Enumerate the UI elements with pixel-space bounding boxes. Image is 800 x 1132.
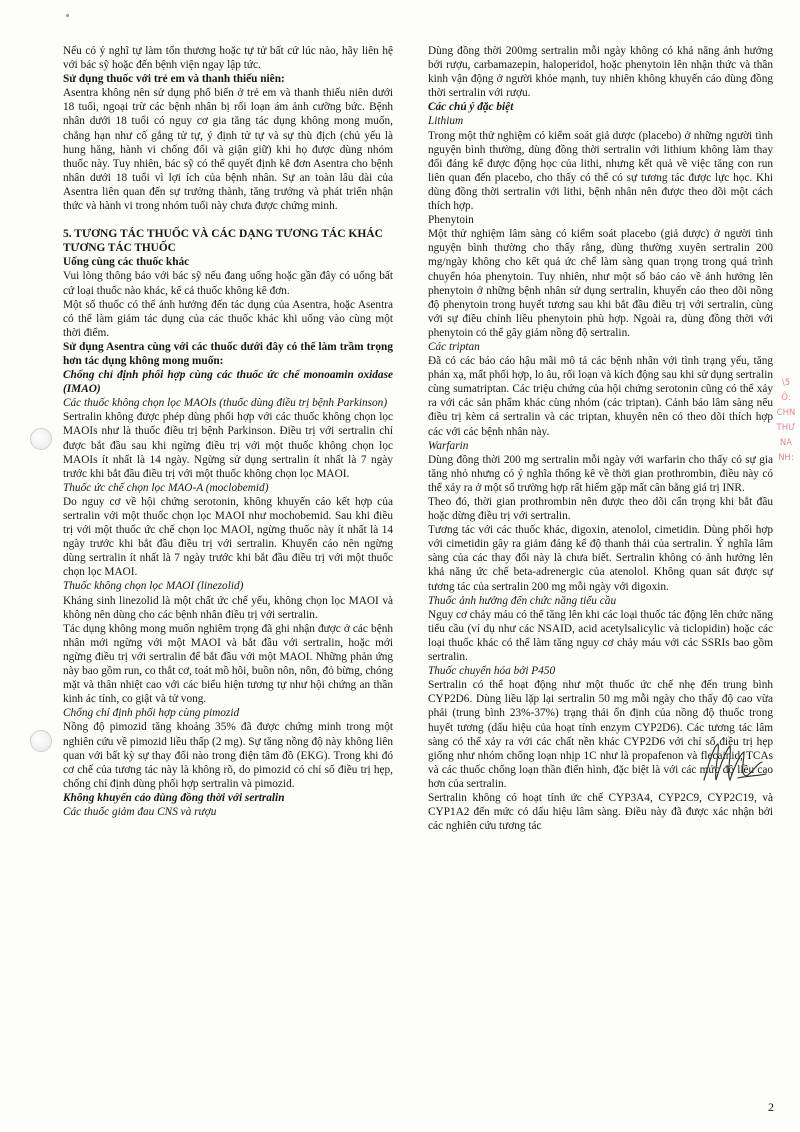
heading-not-recommended: Không khuyến cáo dùng đồng thời với sertralin <box>63 791 285 804</box>
subheading-lithium: Lithium <box>428 115 464 128</box>
paragraph-lithium: Trong một thử nghiệm có kiểm soát giả dược (placebo) ở những người tình nguyện bình thường, dùng đồng thời sertralin với lithium không làm thay đổi đáng kể được động học của lithi, nhưng kết quả về việc tăng con run liên quan đến placebo, cho thấy có thể có sự tương tác được lực học. Khi dùng đồng thời sertralin với lithi, bệnh nhân nên được theo dõi một cách thích hợp. <box>428 129 773 213</box>
subheading-cns-alcohol: Các thuốc giảm đau CNS và rượu <box>63 805 217 818</box>
subheading-linezolid: Thuốc không chọn lọc MAOI (linezolid) <box>63 580 244 593</box>
paragraph-cyp2d6: Sertralin có thể hoạt động như một thuốc ức chế nhẹ đến trung bình CYP2D6. Dùng liều lặp lại sertralin 50 mg mỗi ngày cho thấy độ cao vừa phải (trung bình 23%-37%) trạng thái ổn định của nồng độ thuốc trong huyết tương (dấu hiệu của hoạt tính enzym CYP2D6). Các tương tác lâm sàng có thể xảy ra với các chất nền khác CYP2D6 với chỉ số điều trị hẹp giống như nhóm chống loạn nhịp 1C như là propafenon và flecainid, TCAs và các thuốc chống loạn thần điển hình, đặc biệt là với các mức độ liều cao hơn của sertralin. <box>428 679 773 790</box>
red-stamp-fragment: \5 Ô: CHN THƯ NA NH: <box>776 378 796 463</box>
punch-hole-upper <box>30 428 52 450</box>
subheading-nonselective-maoi: Các thuốc không chọn lọc MAOIs (thuốc dùng điều trị bệnh Parkinson) <box>63 397 388 410</box>
subheading-p450: Thuốc chuyển hóa bởi P450 <box>428 665 556 678</box>
paragraph-pimozide: Nồng độ pimozid tăng khoảng 35% đã được chứng minh trong một nghiên cứu về pimozid liều thấp (2 mg). Sự tăng nồng độ này không liên quan với bất kỳ sự thay đổi nào trong điện tâm đồ (EKG). Trong khi đó cơ chế của tương tác này là không rõ, do pimozid có chỉ số điều trị hẹp, chống chỉ định dùng phối hợp sertralin và pimozid. <box>63 721 393 790</box>
paragraph-children: Asentra không nên sử dụng phổ biến ở trẻ em và thanh thiếu niên dưới 18 tuổi, ngoại trừ các bệnh nhân bị rối loạn ám ảnh cưỡng bức. Bệnh nhân dưới 18 tuổi có nguy cơ gia tăng tác dụng không mong muốn, chẳng hạn như cố gắng tử tự, ý định tử tự và sự thù địch (chủ yếu là hung hăng, hành vi chống đối và giận giữ) khi họ được dùng nhóm thuốc này. Tuy nhiên, bác sỹ có thể quyết định kê đơn Asentra cho bệnh nhân dưới 18 tuổi vì lợi ích của bệnh nhân. Sự an toàn lâu dài của Asentra liên quan đến sự trưởng thành, tăng trưởng và phát triển nhận thức và hành vi trong nhóm tuổi này chưa được chứng minh. <box>63 87 393 213</box>
subheading-warfarin: Warfarin <box>428 439 469 452</box>
paragraph-warfarin: Dùng đồng thời 200 mg sertralin mỗi ngày với warfarin cho thấy có sự gia tăng nhỏ nhưng có ý nghĩa thống kê về thời gian prothrombin, điều này có thể xảy ra ở một số trường hợp rất hiếm gặp mất cân bằng giá trị INR. <box>428 453 773 494</box>
paragraph-alcohol: Dùng đồng thời 200mg sertralin mỗi ngày không có khả năng ảnh hưởng bởi rượu, carbamazepin, haloperidol, hoặc phenytoin lên nhận thức và thần kinh vận động ở người khỏe mạnh, tuy nhiên không khuyến cáo dùng đồng thời sertralin với rượu. <box>428 45 773 100</box>
subheading-pimozide: Chống chỉ định phối hợp cùng pimozid <box>63 707 240 720</box>
paragraph-phenytoin: Một thử nghiệm lâm sàng có kiểm soát placebo (giả dược) ở người tình nguyện bình thường cho thấy rằng, dùng thường xuyên sertralin 200 mg/ngày không cho kết quả ức chế làm sàng quan trọng trong quá trình chuyển hóa phenytoin. Tuy nhiên, như một số báo cáo về ảnh hưởng lên phenytoin ở những bệnh nhân sử dụng sertralin, khuyến cáo theo dõi nồng độ phenytoin trong huyết tương sau khi bắt đầu điều trị với sertralin, cùng với sự điều chỉnh liều phenytoin phù hợp. Ngoài ra, dùng đồng thời với phenytoin có thể gây giảm nồng độ sertralin. <box>428 228 773 339</box>
heading-drug-interactions: TƯƠNG TÁC THUỐC <box>63 242 176 255</box>
paragraph-other-drugs: Tương tác với các thuốc khác, digoxin, atenolol, cimetidin. Dùng phối hợp với cimetidin gây ra giảm đáng kể độ thanh thải của sertralin. Ý nghĩa lâm sàng của các thay đổi này là chưa biết. Sertralin không có ảnh hưởng lên khả năng ức chế beta-adrenergic của atenolol. Không quan sát được sự tương tác của sertralin 200 mg mỗi ngày với digoxin. <box>428 524 773 593</box>
paragraph-nonselective-maoi: Sertralin không được phép dùng phối hợp với các thuốc không chọn lọc MAOIs như là thuốc điều trị bệnh Parkinson. Điều trị với sertralin chỉ được bắt đầu sau khi ngừng điều trị với một thuốc không chọn lọc MAOIs ít nhất là 14 ngày. Ngừng sử dụng sertralin ít nhất là 7 ngày trước khi bắt đầu điều trị với một thuốc không chọn lọc MAOI. <box>63 411 393 480</box>
page-number: 2 <box>768 1100 774 1114</box>
paragraph-moclobemide: Do nguy cơ về hội chứng serotonin, không khuyến cáo kết hợp của sertralin với một thuốc chọn lọc MAOI như mochobemid. Sau khi điều trị với một thuốc ức chế chọn lọc MAOI, ngừng thuốc này ít nhất là 14 ngày trước khi bắt đầu điều trị với sertralin. Khuyến cáo nên ngừng dùng sertralin ít nhất là 7 ngày trước khi bắt đầu điều trị với một thuốc chọn lọc MAOI. <box>63 495 393 579</box>
subheading-moclobemide: Thuốc ức chế chọn lọc MAO-A (moclobemid) <box>63 481 269 494</box>
paragraph-linezolid: Kháng sinh linezolid là một chất ức chế yếu, không chọn lọc MAOI và không nên dùng cho các bệnh nhân điều trị với sertralin. <box>63 594 393 621</box>
heading-worse-effects: Sử dụng Asentra cùng với các thuốc dưới đây có thể làm trầm trọng hơn tác dụng không mong muốn: <box>63 340 393 367</box>
heading-special-notes: Các chú ý đặc biệt <box>428 101 514 114</box>
paragraph-triptan: Đã có các báo cáo hậu mãi mô tả các bệnh nhân với tình trạng yếu, tăng phản xạ, mất phối hợp, lo âu, rối loạn và kích động sau khi sử dụng sertralin cùng sumatriptan. Các triệu chứng của hội chứng serotonin cũng có thể xảy ra với các sản phẩm khác cùng nhóm (các triptan). Cảnh báo lâm sàng nếu điều trị kèm cả sertralin và các triptan, khuyên nên có theo dõi thích hợp các với các bệnh nhân này. <box>428 355 773 438</box>
paragraph-prothrombin: Theo đó, thời gian prothrombin nên được theo dõi cẩn trọng khi bắt đầu hoặc dừng điều trị với sertralin. <box>428 496 773 523</box>
paragraph-cyp3a4: Sertralin không có hoạt tính ức chế CYP3A4, CYP2C9, CYP2C19, và CYP1A2 đến mức có dấu hiệu lâm sàng. Điều này đã được xác nhận bởi các nghiên cứu tương tác <box>428 791 773 833</box>
punch-hole-lower <box>30 730 52 752</box>
paragraph-serious-reactions: Tác dụng không mong muốn nghiêm trọng đã ghi nhận được ở các bệnh nhân mới ngừng với một MAOI và bắt đầu với sertralin, hoặc mới ngừng điều trị với sertralin để bắt đầu với một MAOI. Những phản ứng này bao gồm run, co thắt cơ, toát mồ hôi, buồn nôn, nôn, đỏ bừng, chóng mặt và thân nhiệt cao với các biểu hiện tương tự như hội chứng an thần kinh ác tính, co giật và tử vong. <box>63 622 393 706</box>
handwritten-signature <box>700 740 770 784</box>
paragraph-inform-doctor: Vui lòng thông báo với bác sỹ nếu đang uống hoặc gần đây có uống bất cứ loại thuốc nào khác, kể cả thuốc không kê đơn. <box>63 270 393 297</box>
scan-speck <box>66 14 69 17</box>
left-column <box>63 44 393 819</box>
paragraph-platelet: Nguy cơ chảy máu có thể tăng lên khi các loại thuốc tác động lên chức năng tiểu cầu (ví dụ như các NSAID, acid acetylsalicylic và ticlopidin) hoặc các loại thuốc khác có thể làm tăng nguy cơ chảy máu với các SSRIs bao gồm sertralin. <box>428 608 773 664</box>
heading-maoi-contraindicated: Chống chỉ định phối hợp cùng các thuốc ức chế monoamin oxidase (IMAO) <box>63 369 393 396</box>
subheading-triptan: Các triptan <box>428 340 480 353</box>
heading-children-use: Sử dụng thuốc với trẻ em và thanh thiếu niên: <box>63 73 285 86</box>
paragraph-some-drugs: Một số thuốc có thể ảnh hưởng đến tác dụng của Asentra, hoặc Asentra có thể làm giảm tác dụng của các thuốc khác khi uống vào cùng một thời điểm. <box>63 298 393 339</box>
subheading-platelet: Thuốc ảnh hưởng đến chức năng tiểu cầu <box>428 594 617 607</box>
subheading-phenytoin: Phenytoin <box>428 214 474 227</box>
section-5-heading: 5. TƯƠNG TÁC THUỐC VÀ CÁC DẠNG TƯƠNG TÁC KHÁC <box>63 228 383 241</box>
heading-taking-other-drugs: Uống cùng các thuốc khác <box>63 256 190 269</box>
right-column <box>428 44 773 833</box>
paragraph-self-harm: Nếu có ý nghĩ tự làm tổn thương hoặc tự tử bất cứ lúc nào, hãy liên hệ với bác sỹ hoặc đến bệnh viện ngay lập tức. <box>63 45 393 72</box>
